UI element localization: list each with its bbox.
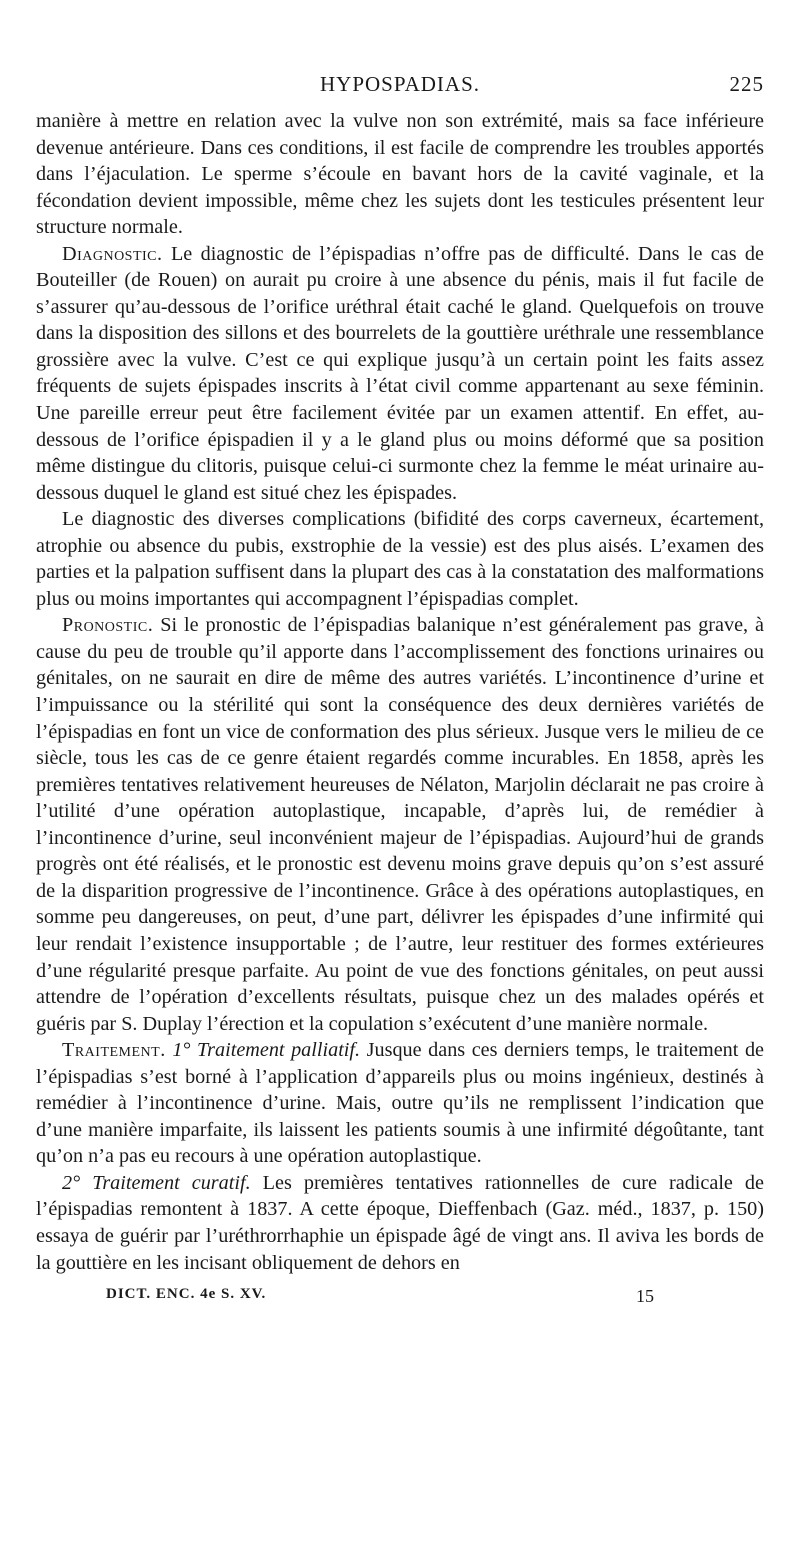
subsection-label-palliatif: 1° Traitement palliatif. <box>172 1039 361 1062</box>
subsection-label-curatif: 2° Traitement curatif. <box>62 1171 251 1194</box>
paragraph-pronostic <box>36 612 764 1037</box>
paragraph-complications <box>36 506 764 612</box>
paragraph-text: Le diagnostic de l’épispadias n’offre pas de difficulté. Dans le cas de Bouteiller (de Rouen) on aurait pu croire à une absence du pénis, mais il fut facile de s’assurer qu’au-dessous de l’orifice uréthral était caché le gland. Quelquefois on trouve dans la disposition des sillons et des bourrelets de la gouttière uréthrale une ressemblance grossière avec la vulve. C’est ce qui explique jusqu’à un certain point les faits assez fréquents de sujets épispades inscrits à l’état civil comme appartenant au sexe féminin. Une pareille erreur peut être facilement évitée par un examen attentif. En effet, au-dessous de l’orifice épispadien il y a le gland plus ou moins déformé que sa position même distingue du clitoris, puisque celui-ci surmonte chez la femme le méat urinaire au-dessous duquel le gland est situé chez les épispades. <box>36 242 764 504</box>
paragraph-text: Jusque dans ces derniers temps, le traitement de l’épispadias s’est borné à l’application d’appareils plus ou moins ingénieux, destinés à remédier à l’incontinence d’urine. Mais, outre qu’ils ne remplissent l’indication que d’une manière imparfaite, ils laissent les patients soumis à une infirmité dégoûtante, tant qu’on n’a pas eu recours à une opération autoplastique. <box>36 1039 764 1168</box>
running-head <box>36 72 764 102</box>
paragraph-diagnostic <box>36 241 764 506</box>
page-number: 225 <box>729 72 764 96</box>
body-text <box>36 108 764 1276</box>
section-label-pronostic: Pronostic. <box>62 614 154 637</box>
paragraph-text: Si le pronostic de l’épispadias balanique n’est généralement pas grave, à cause du peu de trouble qu’il apporte dans l’accomplissement des fonctions urinaires ou génitales, on ne saurait en dire de même des autres variétés. L’incontinence d’urine et l’impuissance ou la stérilité qui sont la conséquence des deux dernières variétés de l’épispadias en font un vice de conformation des plus sérieux. Jusque vers le milieu de ce siècle, tous les cas de ce genre étaient regardés comme incurables. En 1858, après les premières tentatives relativement heureuses de Nélaton, Marjolin déclarait ne pas croire à l’utilité d’une opération autoplastique, incapable, d’après lui, de remédier à l’incontinence d’urine, seul inconvénient majeur de l’épispadias. Aujourd’hui de grands progrès ont été réalisés, et le pronostic est devenu moins grave depuis qu’on s’est assuré de la disparition progressive de l’incontinence. Grâce à des opérations autoplastiques, en somme peu dangereuses, on peut, d’une part, délivrer les épispades d’une infirmité qui leur rendait l’existence insupportable ; de l’autre, leur restituer des formes extérieures d’une régularité presque parfaite. Au point de vue des fonctions génitales, on peut aussi attendre de l’opération d’excellents résultats, puisque chez un des malades opérés et guéris par S. Duplay l’érection et la copulation s’exécutent d’une manière normale. <box>36 614 764 1035</box>
paragraph-text: manière à mettre en relation avec la vulve non son extrémité, mais sa face inférieure devenue antérieure. Dans ces conditions, il est facile de comprendre les troubles apportés dans l’éjaculation. Le sperme s’écoule en bavant hors de la cavité vaginale, et la fécondation devient impossible, même chez les sujets dont les testicules présentent leur structure normale. <box>36 110 764 239</box>
section-label-traitement: Traitement. <box>62 1039 166 1062</box>
section-label-diagnostic: Diagnostic. <box>62 242 163 265</box>
paragraph-curatif <box>36 1170 764 1276</box>
signature-mark: DICT. ENC. 4e S. XV. <box>106 1286 267 1303</box>
sheet-number: 15 <box>636 1286 654 1307</box>
running-title: HYPOSPADIAS. <box>319 72 481 96</box>
paragraph-continuation <box>36 108 764 241</box>
document-page <box>36 72 764 1310</box>
page-footer <box>36 1284 764 1310</box>
paragraph-traitement <box>36 1037 764 1170</box>
paragraph-text: Le diagnostic des diverses complications (bifidité des corps caverneux, écartement, atrophie ou absence du pubis, exstrophie de la vessie) est des plus aisés. L’examen des parties et la palpation suffisent dans la plupart des cas à la constatation des malformations plus ou moins importantes qui accompagnent l’épispadias complet. <box>36 508 764 610</box>
paragraph-text: Les premières tentatives rationnelles de cure radicale de l’épispadias remontent à 1837. A cette époque, Dieffenbach (Gaz. méd., 1837, p. 150) essaya de guérir par l’uréthrorrhaphie un épispade âgé de vingt ans. Il aviva les bords de la gouttière en les incisant obliquement de dehors en <box>36 1171 764 1274</box>
